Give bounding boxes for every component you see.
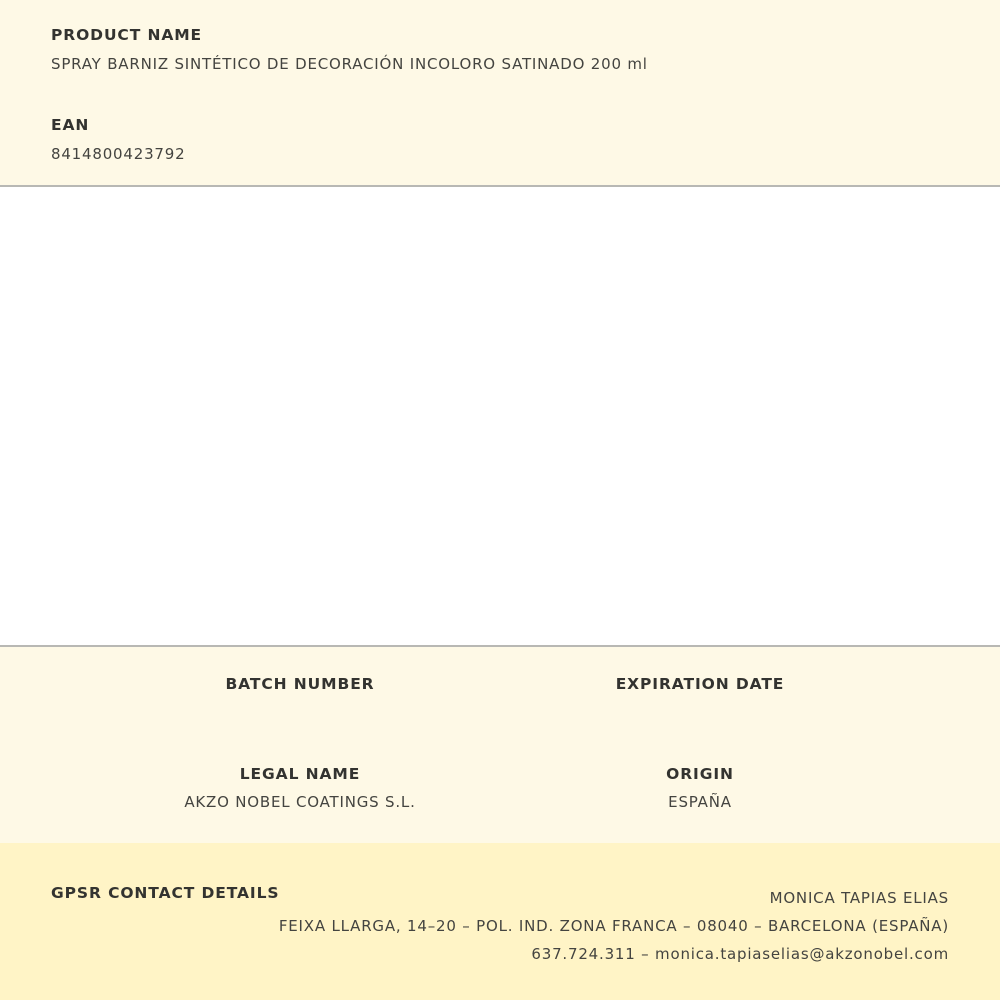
ean-field	[51, 116, 185, 163]
gpsr-contact-section	[0, 843, 1000, 1000]
gpsr-contact-name: MONICA TAPIAS ELIAS	[769, 889, 949, 907]
gpsr-label: GPSR CONTACT DETAILS	[51, 884, 280, 902]
origin-field	[500, 765, 900, 811]
product-name-label: PRODUCT NAME	[51, 26, 203, 44]
origin-value: ESPAÑA	[668, 793, 732, 811]
ean-value: 8414800423792	[51, 145, 186, 163]
expiration-date-label: EXPIRATION DATE	[615, 675, 785, 693]
product-name-field	[51, 26, 648, 73]
batch-number-field	[100, 675, 500, 703]
gpsr-address: FEIXA LLARGA, 14–20 – POL. IND. ZONA FRANCA – 08040 – BARCELONA (ESPAÑA)	[278, 917, 949, 935]
blank-content-area	[0, 187, 1000, 645]
batch-number-label: BATCH NUMBER	[225, 675, 375, 693]
ean-label: EAN	[51, 116, 90, 134]
gpsr-phone-email: 637.724.311 – monica.tapiaselias@akzonobel.com	[531, 945, 949, 963]
origin-label: ORIGIN	[666, 765, 734, 783]
gpsr-contact-block	[279, 884, 949, 968]
product-info-grid	[0, 645, 1000, 845]
legal-name-field	[100, 765, 500, 811]
expiration-date-field	[500, 675, 900, 703]
product-header	[0, 0, 1000, 187]
legal-name-value: AKZO NOBEL COATINGS S.L.	[184, 793, 416, 811]
product-name-value: SPRAY BARNIZ SINTÉTICO DE DECORACIÓN INCOLORO SATINADO 200 ml	[51, 55, 648, 73]
legal-name-label: LEGAL NAME	[239, 765, 361, 783]
